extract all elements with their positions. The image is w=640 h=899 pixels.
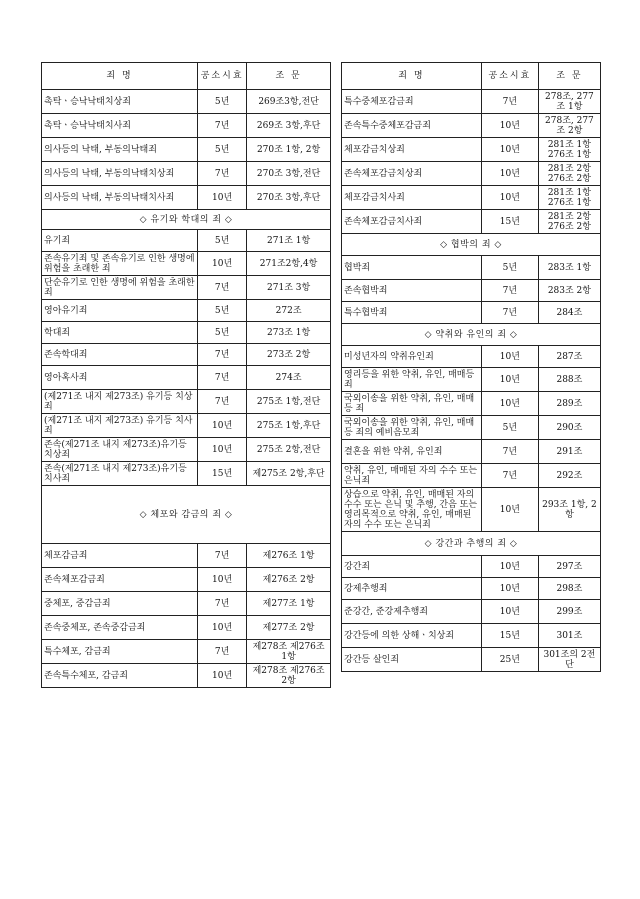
limitation-period: 10년 bbox=[481, 186, 538, 210]
table-row bbox=[42, 138, 331, 162]
header-article: 조 문 bbox=[247, 63, 331, 90]
crime-name: 국외이송을 위한 약취, 유인, 매매등 죄의 예비음모죄 bbox=[342, 416, 482, 440]
statute-article: 278조, 277조 2항 bbox=[538, 114, 600, 138]
crime-name: 협박죄 bbox=[342, 256, 482, 280]
limitation-period: 15년 bbox=[198, 462, 247, 486]
crime-name: 의사등의 낙태, 부동의낙태치사죄 bbox=[42, 186, 198, 210]
section-row bbox=[342, 234, 601, 256]
limitation-period: 5년 bbox=[198, 138, 247, 162]
header-row bbox=[42, 63, 331, 90]
crime-name: 존속특수중체포감금죄 bbox=[342, 114, 482, 138]
section-title: ◇ 유기와 학대의 죄 ◇ bbox=[42, 210, 331, 230]
table-row bbox=[42, 414, 331, 438]
statute-article: 272조 bbox=[247, 300, 331, 322]
table-row bbox=[42, 366, 331, 390]
table-row bbox=[42, 300, 331, 322]
statute-article: 281조 2항 276조 2항 bbox=[538, 210, 600, 234]
limitation-period: 7년 bbox=[198, 544, 247, 568]
limitation-period: 5년 bbox=[198, 300, 247, 322]
section-title: ◇ 협박의 죄 ◇ bbox=[342, 234, 601, 256]
statute-article: 275조 2항,전단 bbox=[247, 438, 331, 462]
crime-name: 존속학대죄 bbox=[42, 344, 198, 366]
table-row bbox=[42, 462, 331, 486]
statute-article: 271조 1항 bbox=[247, 230, 331, 252]
statute-article: 289조 bbox=[538, 392, 600, 416]
table-row bbox=[42, 592, 331, 616]
crime-name: 강간등 살인죄 bbox=[342, 648, 482, 672]
crime-name: 영아유기죄 bbox=[42, 300, 198, 322]
statute-article: 288조 bbox=[538, 368, 600, 392]
limitation-period: 10년 bbox=[481, 138, 538, 162]
limitation-period: 10년 bbox=[481, 392, 538, 416]
crime-name: 존속유기죄 및 존속유기로 인한 생명에 위험을 초래한 죄 bbox=[42, 252, 198, 276]
statute-article: 287조 bbox=[538, 346, 600, 368]
crime-name: 미성년자의 약취유인죄 bbox=[342, 346, 482, 368]
table-row bbox=[342, 186, 601, 210]
statute-article: 301조 bbox=[538, 624, 600, 648]
header-period: 공소시효 bbox=[481, 63, 538, 90]
statute-article: 270조 3항,전단 bbox=[247, 162, 331, 186]
limitation-period: 10년 bbox=[481, 114, 538, 138]
table-row bbox=[42, 322, 331, 344]
crime-name: 존속(제271조 내지 제273조)유기등 치상죄 bbox=[42, 438, 198, 462]
table-row bbox=[342, 416, 601, 440]
limitation-period: 10년 bbox=[481, 600, 538, 624]
crime-name: 존속중체포, 존속중감금죄 bbox=[42, 616, 198, 640]
table-row bbox=[42, 276, 331, 300]
limitation-period: 7년 bbox=[481, 440, 538, 464]
header-article: 조 문 bbox=[538, 63, 600, 90]
limitation-period: 7년 bbox=[198, 366, 247, 390]
crime-name: 의사등의 낙태, 부동의낙태죄 bbox=[42, 138, 198, 162]
crime-name: 특수중체포감금죄 bbox=[342, 90, 482, 114]
crime-name: 상습으로 약취, 유인, 매매된 자의 수수 또는 은닉 및 추행, 간음 또는 영리목적으로 약취, 유인, 매매된 자의 수수 또는 은닉죄 bbox=[342, 488, 482, 532]
table-row bbox=[342, 578, 601, 600]
section-title: ◇ 약취와 유인의 죄 ◇ bbox=[342, 324, 601, 346]
statute-article: 283조 2항 bbox=[538, 280, 600, 302]
crime-name: 특수협박죄 bbox=[342, 302, 482, 324]
limitation-period: 10년 bbox=[198, 414, 247, 438]
statute-article: 270조 1항, 2항 bbox=[247, 138, 331, 162]
statute-article: 제277조 1항 bbox=[247, 592, 331, 616]
statute-article: 269조3항,전단 bbox=[247, 90, 331, 114]
statute-article: 273조 1항 bbox=[247, 322, 331, 344]
crime-name: 체포감금치사죄 bbox=[342, 186, 482, 210]
statute-article: 290조 bbox=[538, 416, 600, 440]
limitation-period: 5년 bbox=[198, 90, 247, 114]
statute-article: 281조 1항 276조 1항 bbox=[538, 138, 600, 162]
crime-name: 단순유기로 인한 생명에 위험을 초래한 죄 bbox=[42, 276, 198, 300]
table-row bbox=[342, 346, 601, 368]
right-column bbox=[341, 62, 601, 672]
limitation-period: 10년 bbox=[198, 438, 247, 462]
section-row bbox=[42, 210, 331, 230]
table-row bbox=[42, 544, 331, 568]
statute-article: 297조 bbox=[538, 556, 600, 578]
statute-article: 278조, 277조 1항 bbox=[538, 90, 600, 114]
limitation-period: 10년 bbox=[481, 578, 538, 600]
limitation-period: 7년 bbox=[198, 390, 247, 414]
statute-article: 298조 bbox=[538, 578, 600, 600]
crime-name: 존속체포감금죄 bbox=[42, 568, 198, 592]
table-row bbox=[42, 230, 331, 252]
limitation-period: 5년 bbox=[481, 416, 538, 440]
table-row bbox=[342, 114, 601, 138]
crime-name: 강간죄 bbox=[342, 556, 482, 578]
table-row bbox=[342, 162, 601, 186]
limitation-period: 7년 bbox=[198, 114, 247, 138]
table-row bbox=[342, 600, 601, 624]
limitation-period: 5년 bbox=[198, 322, 247, 344]
statute-article: 292조 bbox=[538, 464, 600, 488]
crime-name: (제271조 내지 제273조) 유기등 치사죄 bbox=[42, 414, 198, 438]
table-row bbox=[42, 90, 331, 114]
section-title: ◇ 강간과 추행의 죄 ◇ bbox=[342, 532, 601, 556]
limitation-period: 10년 bbox=[481, 346, 538, 368]
limitation-period: 10년 bbox=[198, 664, 247, 688]
statute-article: 제277조 2항 bbox=[247, 616, 331, 640]
crime-name: 강간등에 의한 상해ㆍ치상죄 bbox=[342, 624, 482, 648]
section-title: ◇ 체포와 감금의 죄 ◇ bbox=[42, 486, 331, 544]
crime-name: 존속체포감금치사죄 bbox=[342, 210, 482, 234]
limitation-period: 7년 bbox=[481, 90, 538, 114]
table-row bbox=[342, 624, 601, 648]
statute-article: 제278조 제276조 1항 bbox=[247, 640, 331, 664]
table-row bbox=[42, 114, 331, 138]
statute-article: 제278조 제276조 2항 bbox=[247, 664, 331, 688]
header-crime: 죄 명 bbox=[42, 63, 198, 90]
limitation-period: 10년 bbox=[198, 616, 247, 640]
crime-name: 촉탁ㆍ승낙낙태치사죄 bbox=[42, 114, 198, 138]
limitation-period: 7년 bbox=[198, 276, 247, 300]
crime-name: 결혼을 위한 약취, 유인죄 bbox=[342, 440, 482, 464]
statute-article: 274조 bbox=[247, 366, 331, 390]
statute-article: 293조 1항, 2항 bbox=[538, 488, 600, 532]
limitation-period: 7년 bbox=[198, 162, 247, 186]
limitation-period: 5년 bbox=[198, 230, 247, 252]
statute-article: 275조 1항,전단 bbox=[247, 390, 331, 414]
table-row bbox=[342, 648, 601, 672]
left-column bbox=[41, 62, 331, 688]
table-row bbox=[42, 252, 331, 276]
table-row bbox=[42, 344, 331, 366]
limitation-period: 10년 bbox=[481, 162, 538, 186]
statute-article: 275조 1항,후단 bbox=[247, 414, 331, 438]
limitation-period: 10년 bbox=[481, 556, 538, 578]
statute-article: 281조 1항 276조 1항 bbox=[538, 186, 600, 210]
table-row bbox=[342, 368, 601, 392]
statute-article: 284조 bbox=[538, 302, 600, 324]
limitation-period: 7년 bbox=[481, 280, 538, 302]
table-row bbox=[342, 302, 601, 324]
crime-name: 영아혹사죄 bbox=[42, 366, 198, 390]
crime-name: 준강간, 준강제추행죄 bbox=[342, 600, 482, 624]
limitation-period: 10년 bbox=[481, 488, 538, 532]
header-row bbox=[342, 63, 601, 90]
table-row bbox=[42, 162, 331, 186]
crime-name: 존속(제271조 내지 제273조)유기등 치사죄 bbox=[42, 462, 198, 486]
crime-name: 중체포, 중감금죄 bbox=[42, 592, 198, 616]
statute-article: 제276조 1항 bbox=[247, 544, 331, 568]
left-table bbox=[41, 62, 331, 688]
statute-article: 291조 bbox=[538, 440, 600, 464]
right-table bbox=[341, 62, 601, 672]
table-row bbox=[342, 464, 601, 488]
table-row bbox=[342, 556, 601, 578]
table-row bbox=[42, 664, 331, 688]
table-row bbox=[42, 390, 331, 414]
statute-article: 271조2항,4항 bbox=[247, 252, 331, 276]
crime-name: (제271조 내지 제273조) 유기등 치상죄 bbox=[42, 390, 198, 414]
limitation-period: 7년 bbox=[198, 344, 247, 366]
limitation-period: 7년 bbox=[198, 640, 247, 664]
limitation-period: 7년 bbox=[481, 302, 538, 324]
limitation-period: 25년 bbox=[481, 648, 538, 672]
limitation-period: 15년 bbox=[481, 624, 538, 648]
header-crime: 죄 명 bbox=[342, 63, 482, 90]
section-row bbox=[342, 324, 601, 346]
statute-article: 273조 2항 bbox=[247, 344, 331, 366]
crime-name: 촉탁ㆍ승낙낙태치상죄 bbox=[42, 90, 198, 114]
crime-name: 의사등의 낙태, 부동의낙태치상죄 bbox=[42, 162, 198, 186]
crime-name: 체포감금죄 bbox=[42, 544, 198, 568]
section-row bbox=[342, 532, 601, 556]
statute-article: 270조 3항,후단 bbox=[247, 186, 331, 210]
table-row bbox=[342, 280, 601, 302]
statute-article: 281조 2항 276조 2항 bbox=[538, 162, 600, 186]
section-row bbox=[42, 486, 331, 544]
statute-article: 제275조 2항,후단 bbox=[247, 462, 331, 486]
limitation-period: 10년 bbox=[198, 252, 247, 276]
statute-article: 301조의 2전단 bbox=[538, 648, 600, 672]
crime-name: 존속체포감금치상죄 bbox=[342, 162, 482, 186]
crime-name: 영리등을 위한 약취, 유인, 매매등 죄 bbox=[342, 368, 482, 392]
table-row bbox=[42, 616, 331, 640]
statute-article: 271조 3항 bbox=[247, 276, 331, 300]
crime-name: 약취, 유인, 매매된 자의 수수 또는 은닉죄 bbox=[342, 464, 482, 488]
crime-name: 국외이송을 위한 약취, 유인, 매매등 죄 bbox=[342, 392, 482, 416]
table-row bbox=[42, 186, 331, 210]
crime-name: 체포감금치상죄 bbox=[342, 138, 482, 162]
crime-name: 존속특수체포, 감금죄 bbox=[42, 664, 198, 688]
limitation-period: 5년 bbox=[481, 256, 538, 280]
table-row bbox=[342, 488, 601, 532]
header-period: 공소시효 bbox=[198, 63, 247, 90]
crime-name: 유기죄 bbox=[42, 230, 198, 252]
limitation-period: 7년 bbox=[481, 464, 538, 488]
table-row bbox=[342, 440, 601, 464]
limitation-period: 10년 bbox=[198, 568, 247, 592]
crime-name: 존속협박죄 bbox=[342, 280, 482, 302]
table-row bbox=[342, 90, 601, 114]
table-row bbox=[42, 640, 331, 664]
crime-name: 학대죄 bbox=[42, 322, 198, 344]
table-row bbox=[342, 138, 601, 162]
table-row bbox=[342, 256, 601, 280]
statute-article: 269조 3항,후단 bbox=[247, 114, 331, 138]
limitation-period: 7년 bbox=[198, 592, 247, 616]
limitation-period: 10년 bbox=[481, 368, 538, 392]
crime-name: 강제추행죄 bbox=[342, 578, 482, 600]
table-row bbox=[342, 392, 601, 416]
statute-article: 283조 1항 bbox=[538, 256, 600, 280]
table-row bbox=[42, 568, 331, 592]
limitation-period: 10년 bbox=[198, 186, 247, 210]
crime-name: 특수체포, 감금죄 bbox=[42, 640, 198, 664]
statute-article: 제276조 2항 bbox=[247, 568, 331, 592]
table-row bbox=[342, 210, 601, 234]
table-row bbox=[42, 438, 331, 462]
statute-article: 299조 bbox=[538, 600, 600, 624]
limitation-period: 15년 bbox=[481, 210, 538, 234]
